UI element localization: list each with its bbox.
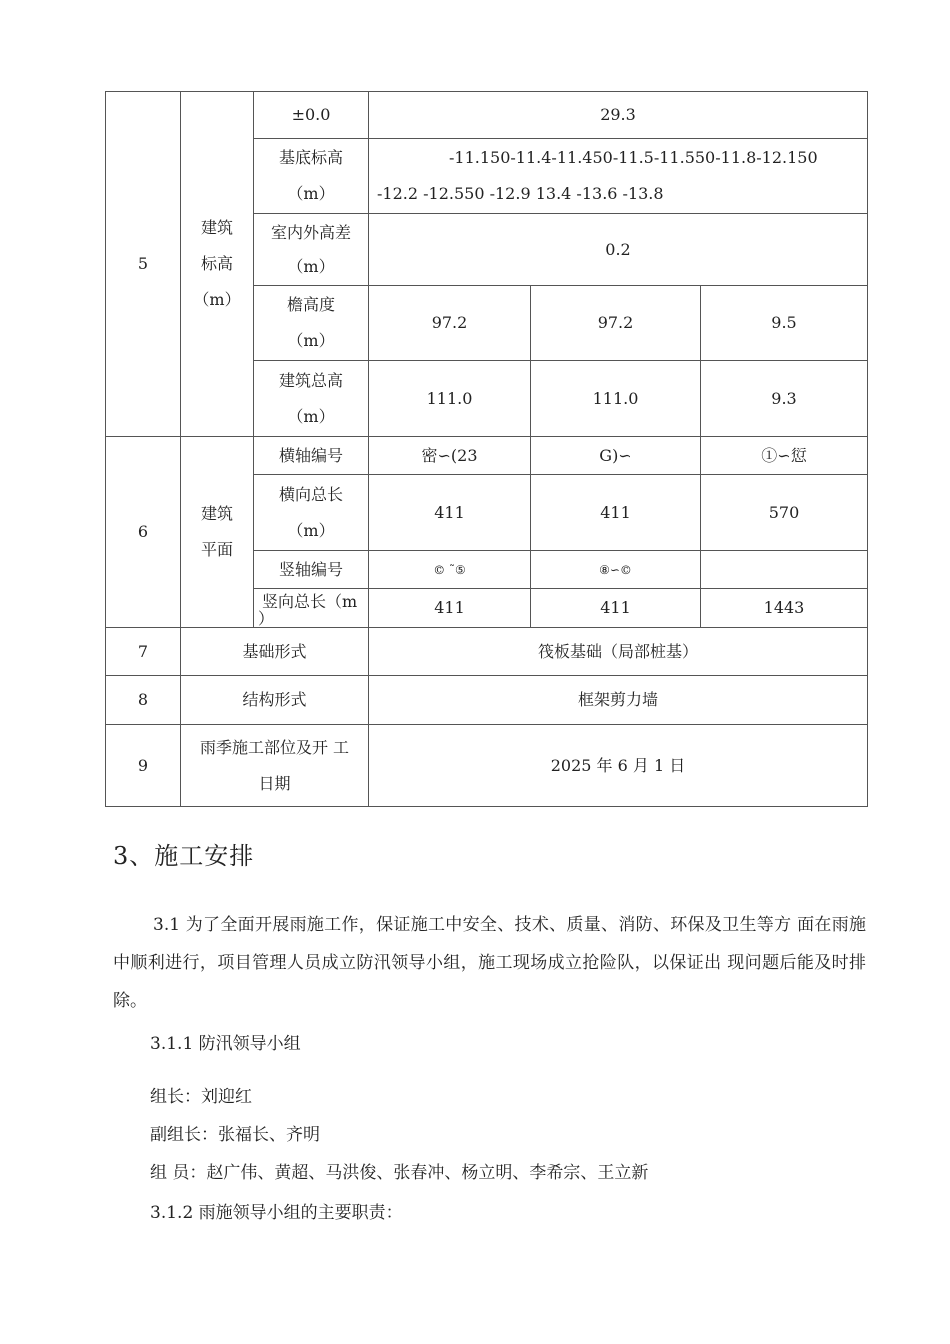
item-value: 框架剪力墙 <box>369 676 868 725</box>
item-value: 111.0 <box>369 361 531 437</box>
item-value: 570 <box>701 475 868 551</box>
table-row <box>106 676 868 725</box>
label-line: 雨季施工部位及开 工 <box>199 737 350 757</box>
item-label: 结构形式 <box>181 676 369 725</box>
row-number: 5 <box>106 92 181 437</box>
category-line: 建筑 <box>200 218 233 237</box>
label-line: 檐高度 <box>286 295 335 314</box>
item-value: 2025 年 6 月 1 日 <box>369 725 868 807</box>
category-cell <box>181 92 254 437</box>
item-label: 横轴编号 <box>254 437 369 475</box>
category-line: 建筑 <box>200 504 233 523</box>
item-value: 筏板基础（局部桩基） <box>369 628 868 676</box>
item-value: 97.2 <box>531 286 701 361</box>
label-line: （m） <box>287 256 335 276</box>
label-line: （m） <box>287 331 335 350</box>
item-value <box>369 139 868 214</box>
item-label <box>254 286 369 361</box>
label-line: ） <box>258 609 275 628</box>
row-number: 9 <box>106 725 181 807</box>
item-value: 9.5 <box>701 286 868 361</box>
item-value <box>701 551 868 589</box>
item-value: 97.2 <box>369 286 531 361</box>
row-number: 8 <box>106 676 181 725</box>
table-row <box>106 628 868 676</box>
item-label: 基础形式 <box>181 628 369 676</box>
value-line: -11.150-11.4-11.450-11.5-11.550-11.8-12.150 <box>449 148 818 167</box>
label-line: 室内外高差 <box>270 222 351 242</box>
paragraph: 3.1 为了全面开展雨施工作，保证施工中安全、技术、质量、消防、环保及卫生等方 面在雨施中顺利进行，项目管理人员成立防汛领导小组，施工现场成立抢险队，以保证出 现问题后能及时排除。 <box>113 915 866 1011</box>
item-value: © ˜⑤ <box>369 551 531 589</box>
item-value: 密∽(23 <box>369 437 531 475</box>
label-line: （m） <box>287 520 335 540</box>
table-row <box>106 725 868 807</box>
building-spec-table <box>105 91 868 807</box>
item-value: ①∽愆 <box>701 437 868 475</box>
item-label: 竖轴编号 <box>254 551 369 589</box>
item-value: 111.0 <box>531 361 701 437</box>
value-line: -12.2 -12.550 -12.9 13.4 -13.6 -13.8 <box>377 184 664 203</box>
item-value: 1443 <box>701 589 868 628</box>
item-value: 411 <box>369 475 531 551</box>
label-line: （m） <box>287 184 335 203</box>
item-value: 29.3 <box>369 92 868 139</box>
category-line: 平面 <box>200 540 233 559</box>
label-line: 日期 <box>258 773 291 793</box>
row-number: 7 <box>106 628 181 676</box>
row-number: 6 <box>106 437 181 628</box>
item-label <box>254 589 369 628</box>
item-label <box>254 361 369 437</box>
item-value: 9.3 <box>701 361 868 437</box>
table-row <box>106 92 868 139</box>
item-value: 411 <box>531 475 701 551</box>
section-heading: 3、施工安排 <box>113 842 255 870</box>
label-line: （m） <box>287 406 335 426</box>
item-label: ±0.0 <box>254 92 369 139</box>
item-value: 411 <box>369 589 531 628</box>
category-cell <box>181 437 254 628</box>
label-line: 横向总长 <box>278 484 343 504</box>
item-label <box>254 139 369 214</box>
subsection-title: 3.1.2 雨施领导小组的主要职责： <box>150 1203 403 1223</box>
table-row <box>106 437 868 475</box>
subsection-title: 3.1.1 防汛领导小组 <box>150 1034 301 1054</box>
leader-line: 组长：刘迎红 <box>150 1087 252 1107</box>
item-value: 411 <box>531 589 701 628</box>
item-label <box>181 725 369 807</box>
item-value: ⑧∽© <box>531 551 701 589</box>
members-line: 组 员：赵广伟、黄超、马洪俊、张春冲、杨立明、李希宗、王立新 <box>150 1163 649 1183</box>
item-value: G)∽ <box>531 437 701 475</box>
label-line: 建筑总高 <box>278 370 343 390</box>
label-line: 竖向总长（m <box>262 592 358 611</box>
deputy-line: 副组长：张福长、齐明 <box>150 1125 320 1145</box>
item-value: 0.2 <box>369 214 868 286</box>
category-line: （m） <box>193 290 241 309</box>
label-line: 基底标高 <box>278 148 343 167</box>
item-label <box>254 475 369 551</box>
category-line: 标高 <box>200 254 233 273</box>
item-label <box>254 214 369 286</box>
